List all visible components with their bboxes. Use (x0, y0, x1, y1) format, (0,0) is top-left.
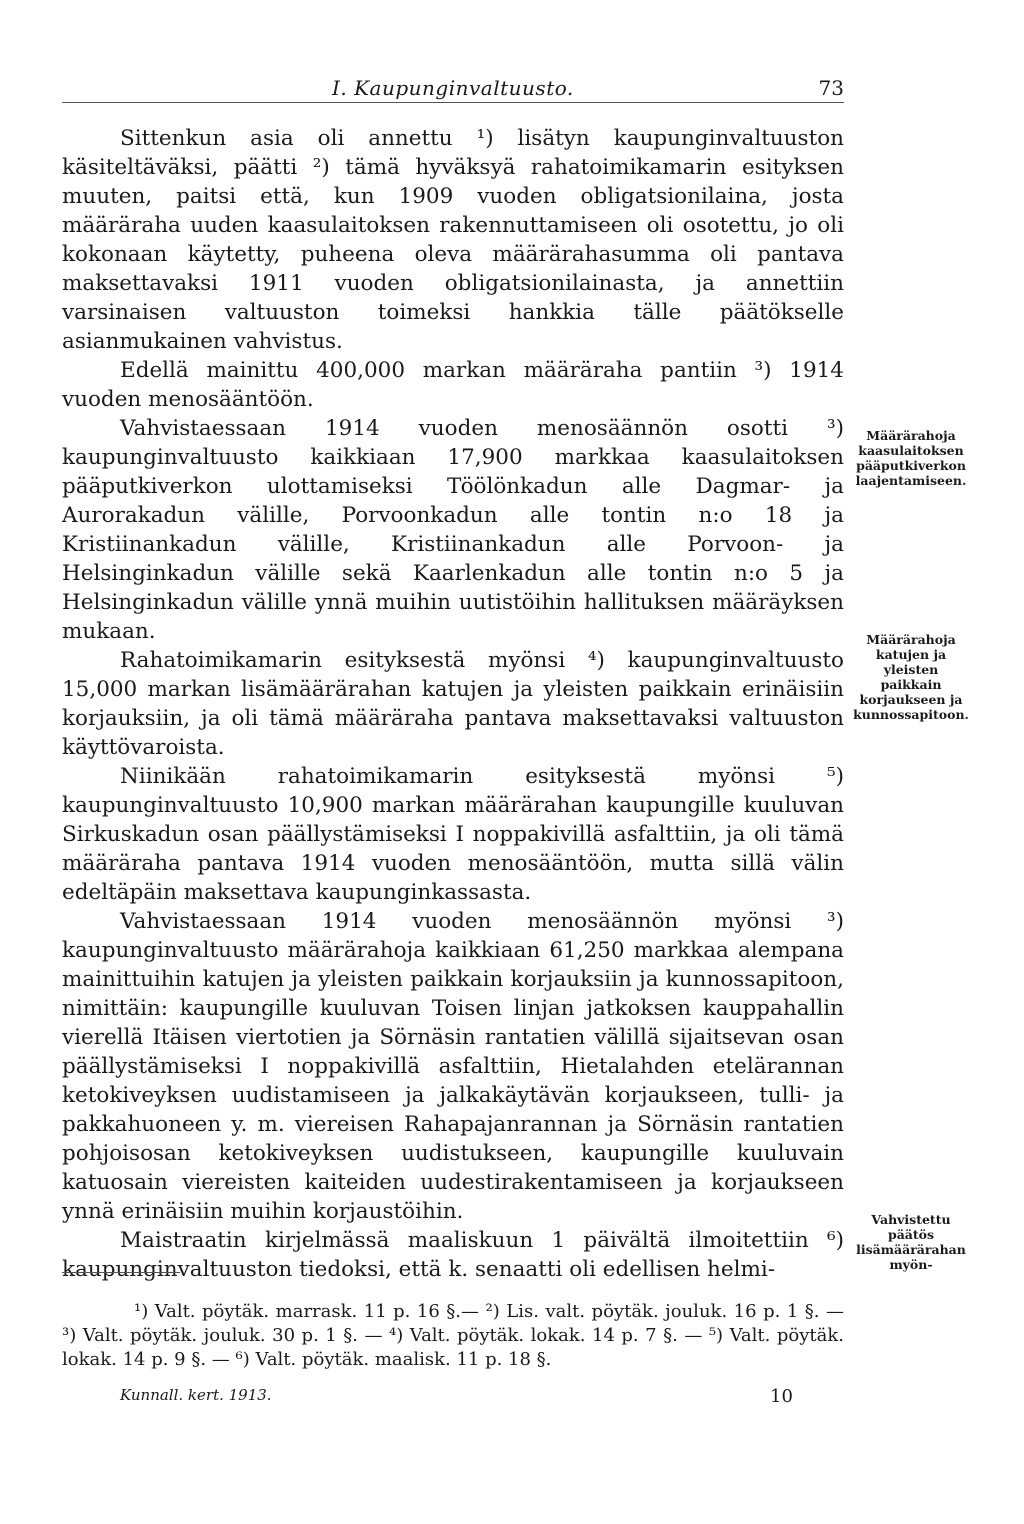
paragraph: Edellä mainittu 400,000 markan määräraha pantiin ³) 1914 vuoden menosääntöön. (62, 358, 844, 412)
paragraph: Maistraatin kirjelmässä maaliskuun 1 päivältä ilmoitettiin ⁶) kaupunginvaltuuston tiedoksi, että k. senaatti oli edellisen helmi- (62, 1228, 844, 1282)
running-head-title: I. Kaupunginvaltuusto. (332, 76, 574, 100)
page-number: 73 (818, 76, 844, 100)
footnotes (62, 1300, 844, 1372)
header-rule (62, 102, 844, 103)
body-text (62, 124, 844, 1284)
paragraph: Vahvistaessaan 1914 vuoden menosäännön osotti ³) kaupunginvaltuusto kaikkiaan 17,900 markkaa kaasulaitoksen pääputkiverkon ulottamiseksi Töölönkadun alle Dagmar- ja Aurorakadun välille, Porvoonkadun alle tontin n:o 18 ja Kristiinankadun välille, Kristiinankadun alle Porvoon- ja Helsinginkadun välille sekä Kaarlenkadun alle tontin n:o 5 ja Helsinginkadun välille ynnä muihin uutistöihin hallituksen määräyksen mukaan. (62, 416, 844, 644)
running-head (62, 72, 844, 102)
paragraph: Niinikään rahatoimikamarin esityksestä myönsi ⁵) kaupunginvaltuusto 10,900 markan määrärahan kaupungille kuuluvan Sirkuskadun osan päällystämiseksi I noppakivillä asfalttiin, ja oli tämä määräraha pantava 1914 vuoden menosääntöön, mutta sillä välin edeltäpäin maksettava kaupunginkassasta. (62, 764, 844, 905)
margin-note: Määrärahoja katujen ja yleisten paikkain korjaukseen ja kunnossapitoon. (853, 632, 969, 722)
signature-number: 10 (770, 1386, 793, 1407)
paragraph: Rahatoimikamarin esityksestä myönsi ⁴) kaupunginvaltuusto 15,000 markan lisämäärärahan katujen ja yleisten paikkain erinäisiin korjauksiin, ja oli tämä määräraha pantava maksettavaksi valtuuston käyttövaroista. (62, 648, 844, 760)
signature-mark: Kunnall. kert. 1913. (120, 1386, 272, 1404)
footnote-rule (62, 1272, 180, 1273)
footnote-text: ¹) Valt. pöytäk. marrask. 11 p. 16 §.— ²) Lis. valt. pöytäk. jouluk. 16 p. 1 §. — ³) Valt. pöytäk. jouluk. 30 p. 1 §. — ⁴) Valt. pöytäk. lokak. 14 p. 7 §. — ⁵) Valt. pöytäk. lokak. 14 p. 9 §. — ⁶) Valt. pöytäk. maalisk. 11 p. 18 §. (62, 1301, 844, 1370)
margin-note: Määrärahoja kaasulaitoksen pääputkiverkon laajentamiseen. (855, 428, 967, 488)
paragraph: Vahvistaessaan 1914 vuoden menosäännön myönsi ³) kaupunginvaltuusto määrärahoja kaikkiaan 61,250 markkaa alempana mainittuihin katujen ja yleisten paikkain korjauksiin ja kunnossapitoon, nimittäin: kaupungille kuuluvan Toisen linjan jatkoksen kauppahallin vierellä Itäisen viertotien ja Sörnäsin rantatien välillä sijaitsevan osan päällystämiseksi I noppakivillä asfalttiin, Hietalahden etelärannan ketokiveyksen uudistamiseen ja jalkakäytävän korjaukseen, tulli- ja pakkahuoneen y. m. viereisen Rahapajanrannan ja Sörnäsin rantatien pohjoisosan ketokiveyksen uudistukseen, kaupungille kuuluvain katuosain viereisten kaiteiden uudestirakentamiseen ja korjaukseen ynnä erinäisiin muihin korjaustöihin. (62, 909, 844, 1224)
paragraph: Sittenkun asia oli annettu ¹) lisätyn kaupunginvaltuuston käsiteltäväksi, päätti ²) tämä hyväksyä rahatoimikamarin esityksen muuten, paitsi että, kun 1909 vuoden obligatsionilaina, josta määräraha uuden kaasulaitoksen rakennuttamiseen oli osotettu, jo oli kokonaan käytetty, puheena oleva määrärahasumma oli pantava maksettavaksi 1911 vuoden obligatsionilainasta, ja annettiin varsinaisen valtuuston toimeksi hankkia tälle päätökselle asianmukainen vahvistus. (62, 126, 844, 354)
margin-note: Vahvistettu päätös lisämäärärahan myön- (856, 1212, 966, 1272)
